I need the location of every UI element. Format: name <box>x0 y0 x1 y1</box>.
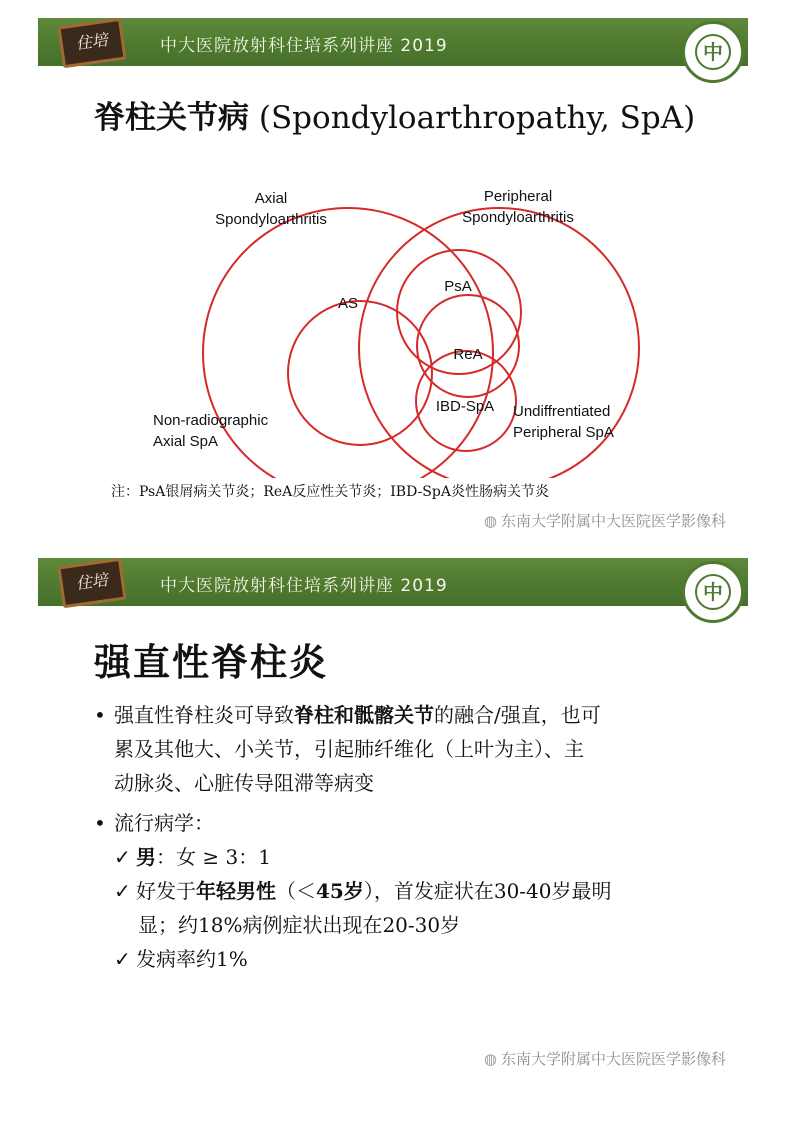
label-psa: PsA <box>444 278 472 295</box>
wechat-icon: ◍ <box>483 512 497 530</box>
label-undifferentiated: Undiffrentiated <box>513 403 611 420</box>
label-nonradiographic-2: Axial SpA <box>153 433 219 450</box>
bullet-list <box>94 698 734 976</box>
label-peripheral-2: Spondyloarthritis <box>462 209 574 226</box>
header-banner <box>38 18 748 66</box>
label-axial-2: Spondyloarthritis <box>215 211 327 228</box>
label-nonradiographic: Non-radiographic <box>153 412 269 429</box>
label-undifferentiated-2: Peripheral SpA <box>513 424 614 441</box>
circle-as <box>288 301 432 445</box>
label-axial: Axial <box>254 190 288 207</box>
hospital-seal-logo: 中 <box>682 561 744 623</box>
chalkboard-logo: 住培 <box>57 18 126 68</box>
banner-title: 中大医院放射科住培系列讲座 2019 <box>160 576 448 596</box>
slide-spa-overview <box>38 18 748 533</box>
check-icon: ✓ <box>114 947 131 971</box>
label-ibd-spa: IBD-SpA <box>435 398 495 415</box>
title-chinese: 脊柱关节病 <box>94 100 249 136</box>
footer-watermark: ◍ 东南大学附属中大医院医学影像科 <box>483 512 726 530</box>
bullet-epidemiology: • 流行病学： <box>94 806 734 840</box>
hospital-seal-logo: 中 <box>682 21 744 83</box>
label-as: AS <box>337 295 359 312</box>
slide-title: 强直性脊柱炎 <box>94 641 328 684</box>
bullet-definition: • 强直性脊柱炎可导致脊柱和骶髂关节的融合/强直，也可 累及其他大、小关节，引起肺纤维化（上叶为主）、主 动脉炎、心脏传导阻滞等病变 <box>94 698 734 800</box>
abbreviation-note: 注：PsA银屑病关节炎；ReA反应性关节炎；IBD-SpA炎性肠病关节炎 <box>111 484 549 500</box>
slide-title <box>94 92 695 137</box>
sub-incidence: ✓ 发病率约1% <box>94 942 734 976</box>
sub-onset-age: ✓ 好发于年轻男性（＜45岁），首发症状在30-40岁最明 显；约18%病例症状出现在20-30岁 <box>94 874 734 942</box>
spa-venn-diagram <box>38 158 748 478</box>
check-icon: ✓ <box>114 845 131 869</box>
banner-title: 中大医院放射科住培系列讲座 2019 <box>160 36 448 56</box>
circle-axial-spa <box>203 208 493 478</box>
check-icon: ✓ <box>114 879 131 903</box>
header-banner <box>38 558 748 606</box>
label-peripheral: Peripheral <box>483 188 553 205</box>
footer-watermark: ◍ 东南大学附属中大医院医学影像科 <box>483 1050 726 1068</box>
title-english: (Spondyloarthropathy, SpA) <box>249 100 696 136</box>
slide-ankylosing-spondylitis <box>38 558 748 1078</box>
chalkboard-logo: 住培 <box>57 558 126 608</box>
sub-sex-ratio: ✓ 男：女 ≥ 3：1 <box>94 840 734 874</box>
wechat-icon: ◍ <box>483 1050 497 1068</box>
label-rea: ReA <box>453 346 483 363</box>
